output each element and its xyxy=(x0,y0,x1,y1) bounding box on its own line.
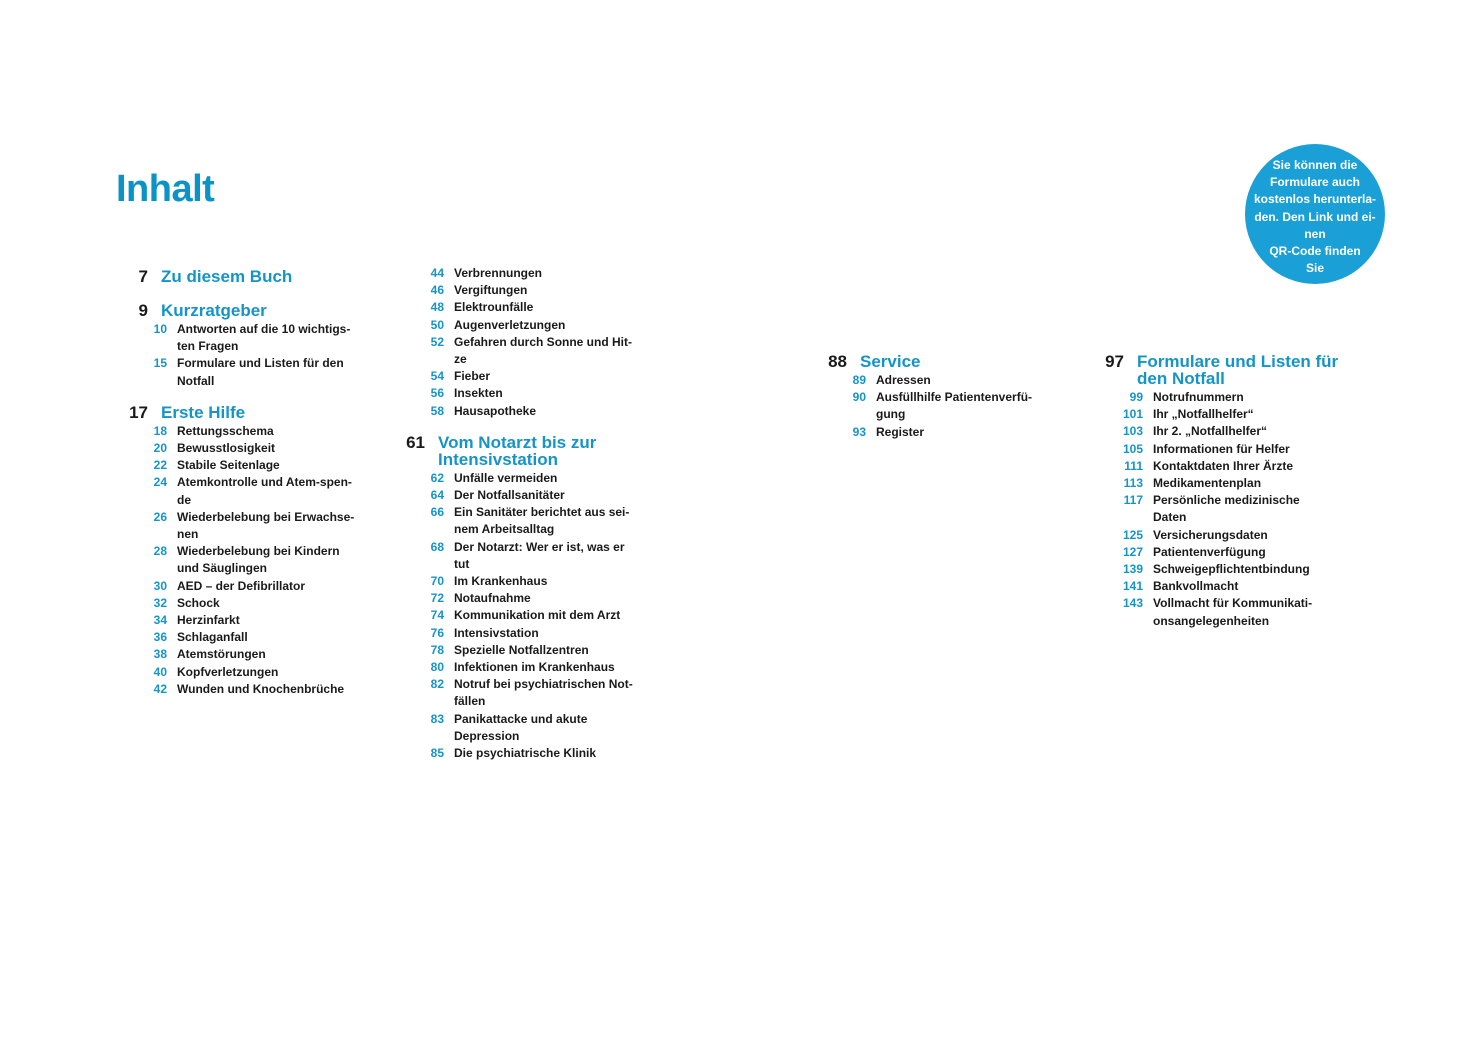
toc-entry[interactable] xyxy=(393,745,644,762)
entry-page-number: 143 xyxy=(1122,596,1143,611)
toc-entry[interactable] xyxy=(393,504,644,538)
entry-page-number: 68 xyxy=(430,539,444,554)
entry-title: Ihr „Notfallhelfer“ xyxy=(1153,407,1254,422)
entry-title: Ein Sanitäter berichtet aus sei- nem Arbeitsalltag xyxy=(454,505,630,537)
toc-entry[interactable] xyxy=(393,334,644,368)
entry-page-number: 54 xyxy=(430,369,444,384)
chapter-page-number: 9 xyxy=(138,301,148,320)
chapter-page-number: 61 xyxy=(406,432,425,452)
toc-entry[interactable] xyxy=(116,595,367,612)
entry-title: Wunden und Knochenbrüche xyxy=(177,681,345,696)
toc-entry[interactable] xyxy=(1092,492,1343,526)
entry-title: Intensivstation xyxy=(454,625,539,640)
download-info-bubble: Sie können die Formulare auch kostenlos herunterla- den. Den Link und ei- nen QR-Code finden Sie xyxy=(1245,144,1385,284)
toc-column-1 xyxy=(116,268,367,698)
toc-entry[interactable] xyxy=(393,573,644,590)
toc-entry[interactable] xyxy=(116,457,367,474)
entry-page-number: 18 xyxy=(153,423,167,438)
entry-page-number: 56 xyxy=(430,386,444,401)
chapter-title: Kurzratgeber xyxy=(161,301,267,320)
chapter-page-number: 97 xyxy=(1105,352,1124,371)
entry-page-number: 99 xyxy=(1129,390,1143,404)
toc-entry[interactable] xyxy=(1092,561,1343,578)
entry-page-number: 93 xyxy=(852,424,866,439)
toc-entry[interactable] xyxy=(393,299,644,316)
entry-page-number: 90 xyxy=(852,390,866,405)
entry-title: Notruf bei psychiatrischen Not- fällen xyxy=(454,677,633,709)
toc-entry[interactable] xyxy=(116,509,367,543)
toc-entry[interactable] xyxy=(116,612,367,629)
chapter-title: Zu diesem Buch xyxy=(161,267,293,286)
toc-entry[interactable] xyxy=(393,403,644,420)
entry-page-number: 50 xyxy=(430,317,444,332)
toc-entry[interactable] xyxy=(1092,458,1343,475)
entry-title: Augenverletzungen xyxy=(454,317,566,332)
toc-entry[interactable] xyxy=(1092,475,1343,492)
chapter-title: Vom Notarzt bis zur Intensivstation xyxy=(438,432,597,469)
toc-entry[interactable] xyxy=(815,424,1046,441)
entry-page-number: 70 xyxy=(430,574,444,589)
toc-entry[interactable] xyxy=(116,440,367,457)
toc-chapter[interactable] xyxy=(393,434,644,468)
entry-page-number: 28 xyxy=(153,544,167,559)
entry-title: Versicherungsdaten xyxy=(1153,527,1268,542)
entry-title: Stabile Seitenlage xyxy=(177,458,280,473)
toc-entry[interactable] xyxy=(393,590,644,607)
toc-entry[interactable] xyxy=(393,711,644,745)
entry-title: Persönliche medizinische Daten xyxy=(1153,493,1300,525)
entry-page-number: 117 xyxy=(1123,493,1143,508)
entry-title: Atemstörungen xyxy=(177,647,266,662)
entry-title: Insekten xyxy=(454,386,503,401)
subsection-list xyxy=(116,423,367,698)
subsection-list xyxy=(393,265,644,420)
chapter-page-number: 7 xyxy=(138,267,148,286)
entry-page-number: 141 xyxy=(1122,579,1143,594)
entry-title: Schlaganfall xyxy=(177,630,248,645)
toc-entry[interactable] xyxy=(393,625,644,642)
entry-title: Fieber xyxy=(454,369,491,384)
entry-page-number: 62 xyxy=(430,470,444,485)
entry-title: Formulare und Listen für den Notfall xyxy=(177,356,344,388)
subsection-list xyxy=(393,470,644,762)
chapter-title: Formulare und Listen für den Notfall xyxy=(1137,352,1339,388)
entry-title: Hausapotheke xyxy=(454,403,537,418)
toc-entry[interactable] xyxy=(116,646,367,663)
entry-title: Rettungsschema xyxy=(177,423,274,438)
entry-page-number: 74 xyxy=(430,608,444,623)
toc-entry[interactable] xyxy=(116,664,367,681)
entry-page-number: 111 xyxy=(1124,458,1143,473)
entry-title: Patientenverfügung xyxy=(1153,544,1266,559)
entry-page-number: 38 xyxy=(153,647,167,662)
entry-page-number: 105 xyxy=(1122,441,1143,456)
entry-page-number: 83 xyxy=(430,711,444,726)
entry-page-number: 32 xyxy=(153,595,167,610)
entry-title: Bankvollmacht xyxy=(1153,579,1239,594)
entry-title: Vollmacht für Kommunikati- onsangelegenheiten xyxy=(1153,596,1313,628)
entry-title: Der Notarzt: Wer er ist, was er tut xyxy=(454,539,625,571)
entry-title: Unfälle vermeiden xyxy=(454,470,558,485)
entry-title: Panikattacke und akute Depression xyxy=(454,711,588,743)
entry-page-number: 125 xyxy=(1122,527,1143,542)
entry-page-number: 139 xyxy=(1122,562,1143,577)
entry-page-number: 44 xyxy=(430,266,444,280)
toc-entry[interactable] xyxy=(393,607,644,624)
entry-title: Die psychiatrische Klinik xyxy=(454,746,597,761)
subsection-list xyxy=(815,372,1046,441)
entry-page-number: 127 xyxy=(1122,544,1143,559)
toc-entry[interactable] xyxy=(1092,595,1343,629)
entry-title: Atemkontrolle und Atem-spen- de xyxy=(177,475,352,507)
entry-page-number: 66 xyxy=(430,505,444,520)
toc-entry[interactable] xyxy=(393,265,644,282)
entry-title: Wiederbelebung bei Erwachse- nen xyxy=(177,509,355,542)
entry-page-number: 89 xyxy=(852,373,866,387)
toc-entry[interactable] xyxy=(393,676,644,710)
chapter-page-number: 17 xyxy=(129,402,148,422)
entry-page-number: 64 xyxy=(430,488,444,503)
toc-column-3 xyxy=(815,353,1046,441)
toc-entry[interactable] xyxy=(116,423,367,440)
entry-page-number: 80 xyxy=(430,660,444,675)
entry-page-number: 101 xyxy=(1122,407,1143,422)
chapter-title: Erste Hilfe xyxy=(161,402,246,422)
toc-entry[interactable] xyxy=(393,317,644,334)
entry-page-number: 10 xyxy=(153,322,167,336)
entry-page-number: 34 xyxy=(153,613,167,628)
entry-page-number: 40 xyxy=(153,664,167,679)
toc-chapter[interactable] xyxy=(1092,353,1343,387)
entry-page-number: 26 xyxy=(153,509,167,524)
toc-chapter[interactable] xyxy=(116,268,367,285)
toc-entry[interactable] xyxy=(1092,406,1343,423)
entry-title: Gefahren durch Sonne und Hit- ze xyxy=(454,334,633,367)
toc-entry[interactable] xyxy=(1092,578,1343,595)
toc-entry[interactable] xyxy=(116,681,367,698)
entry-page-number: 78 xyxy=(430,642,444,657)
toc-entry[interactable] xyxy=(1092,441,1343,458)
toc-entry[interactable] xyxy=(393,487,644,504)
toc-entry[interactable] xyxy=(116,543,367,577)
entry-title: Spezielle Notfallzentren xyxy=(454,642,589,657)
entry-title: Bewusstlosigkeit xyxy=(177,441,276,456)
chapter-title: Service xyxy=(860,352,921,371)
entry-title: Adressen xyxy=(876,373,931,387)
entry-page-number: 52 xyxy=(430,334,444,349)
entry-title: Herzinfarkt xyxy=(177,613,240,628)
toc-entry[interactable] xyxy=(393,470,644,487)
chapter-page-number: 88 xyxy=(828,352,847,371)
entry-title: Verbrennungen xyxy=(454,266,543,280)
toc-entry[interactable] xyxy=(1092,527,1343,544)
entry-title: Notaufnahme xyxy=(454,591,531,606)
entry-title: Register xyxy=(876,424,925,439)
toc-entry[interactable] xyxy=(393,642,644,659)
toc-chapter[interactable] xyxy=(116,302,367,319)
entry-title: Kopfverletzungen xyxy=(177,664,279,679)
entry-title: Kontaktdaten Ihrer Ärzte xyxy=(1153,458,1294,473)
entry-title: Im Krankenhaus xyxy=(454,574,548,589)
toc-entry[interactable] xyxy=(1092,389,1343,406)
toc-entry[interactable] xyxy=(393,539,644,573)
entry-page-number: 36 xyxy=(153,630,167,645)
toc-entry[interactable] xyxy=(116,355,367,389)
entry-title: Elektrounfälle xyxy=(454,300,534,315)
entry-title: Schock xyxy=(177,595,220,610)
entry-title: AED – der Defibrillator xyxy=(177,578,306,593)
entry-title: Ihr 2. „Notfallhelfer“ xyxy=(1153,424,1268,439)
entry-title: Notrufnummern xyxy=(1153,390,1244,404)
toc-entry[interactable] xyxy=(116,474,367,508)
toc-column-4 xyxy=(1092,353,1343,630)
toc-entry[interactable] xyxy=(116,578,367,595)
entry-title: Ausfüllhilfe Patientenverfü- gung xyxy=(876,390,1033,422)
entry-page-number: 113 xyxy=(1123,476,1143,491)
entry-page-number: 85 xyxy=(430,746,444,761)
subsection-list xyxy=(116,321,367,390)
toc-chapter[interactable] xyxy=(815,353,1046,370)
entry-page-number: 24 xyxy=(153,475,167,490)
entry-title: Infektionen im Krankenhaus xyxy=(454,660,615,675)
entry-title: Antworten auf die 10 wichtigs- ten Fragen xyxy=(177,322,351,354)
entry-title: Wiederbelebung bei Kindern und Säuglingen xyxy=(177,544,340,576)
entry-page-number: 58 xyxy=(430,403,444,418)
entry-page-number: 22 xyxy=(153,458,167,473)
toc-entry[interactable] xyxy=(1092,544,1343,561)
toc-entry[interactable] xyxy=(1092,423,1343,440)
entry-title: Medikamentenplan xyxy=(1153,476,1262,491)
entry-page-number: 82 xyxy=(430,677,444,692)
toc-entry[interactable] xyxy=(393,282,644,299)
toc-entry[interactable] xyxy=(815,372,1046,389)
entry-page-number: 48 xyxy=(430,300,444,315)
entry-title: Schweigepflichtentbindung xyxy=(1153,562,1310,577)
toc-entry[interactable] xyxy=(393,368,644,385)
entry-page-number: 20 xyxy=(153,441,167,456)
subsection-list xyxy=(1092,389,1343,630)
entry-page-number: 46 xyxy=(430,283,444,298)
toc-entry[interactable] xyxy=(393,659,644,676)
entry-page-number: 30 xyxy=(153,578,167,593)
entry-title: Informationen für Helfer xyxy=(1153,441,1290,456)
entry-title: Kommunikation mit dem Arzt xyxy=(454,608,621,623)
toc-entry[interactable] xyxy=(116,321,367,355)
entry-page-number: 103 xyxy=(1122,424,1143,439)
entry-page-number: 76 xyxy=(430,625,444,640)
entry-title: Der Notfallsanitäter xyxy=(454,488,565,503)
toc-column-2 xyxy=(393,265,644,762)
entry-page-number: 42 xyxy=(153,681,167,696)
toc-chapter[interactable] xyxy=(116,404,367,421)
page-title: Inhalt xyxy=(116,168,215,210)
toc-entry[interactable] xyxy=(393,385,644,402)
entry-title: Vergiftungen xyxy=(454,283,528,298)
toc-entry[interactable] xyxy=(815,389,1046,423)
entry-page-number: 72 xyxy=(430,591,444,606)
entry-page-number: 15 xyxy=(153,356,167,371)
toc-entry[interactable] xyxy=(116,629,367,646)
